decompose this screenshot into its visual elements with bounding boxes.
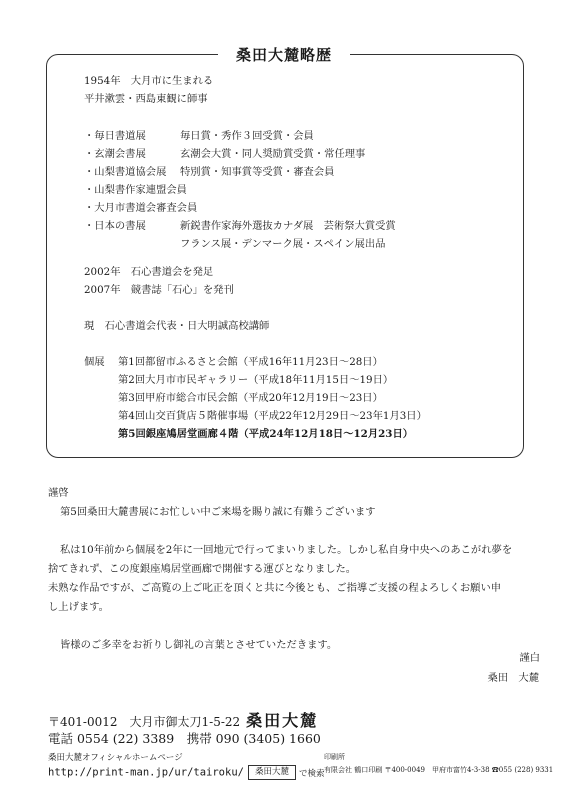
current-position: 現 石心書道会代表・日大明誠高校講師 <box>84 320 270 332</box>
letter-opening: 謹啓 <box>48 487 69 499</box>
award-category: ・毎日書道展 <box>84 130 146 142</box>
artist-name: 桑田大麓 <box>246 711 319 730</box>
letter-paragraph: 捨てきれず、この度銀座鳩居堂画廊で開催する運びとなりました。 <box>48 563 357 575</box>
letter-paragraph: 第5回桑田大麓書展にお忙しい中ご来場を賜り誠に有難うございます <box>60 506 376 518</box>
greeting-letter <box>48 484 548 655</box>
printer-label: 印刷所 <box>324 753 345 761</box>
history-line: 2002年 石心書道会を発足 <box>84 266 214 278</box>
exhibition-item: 第2回大月市市民ギャラリー（平成18年11月15日〜19日） <box>118 374 394 386</box>
exhibitions-label: 個展 <box>84 356 105 368</box>
postal-address <box>48 708 318 731</box>
bio-line: 1954年 大月市に生まれる <box>84 75 214 87</box>
search-text: で検索 <box>298 768 325 779</box>
letter-closing: 謹白 <box>519 652 540 664</box>
bio-line: 平井漱雲・西島東観に師事 <box>84 93 208 105</box>
homepage-url[interactable]: http://print-man.jp/ur/tairoku/ <box>48 766 244 779</box>
exhibitions-list <box>84 353 427 443</box>
award-category: ・山梨書作家連盟会員 <box>84 184 187 196</box>
letter-paragraph: し上げます。 <box>48 601 109 613</box>
award-row <box>84 127 427 145</box>
address-text: 〒401-0012 大月市御太刀1-5-22 <box>48 715 241 729</box>
biography-section <box>84 72 427 443</box>
award-category: ・日本の書展 <box>84 220 146 232</box>
page-title: 桑田大麓略歴 <box>218 44 350 66</box>
award-row <box>84 199 427 217</box>
search-box: 桑田大麓 <box>248 765 296 780</box>
award-row <box>84 217 427 235</box>
exhibition-current: 第5回銀座鳩居堂画廊４階（平成24年12月18日〜12月23日） <box>118 428 414 440</box>
award-detail-extra: フランス展・デンマーク展・スペイン展出品 <box>180 238 386 250</box>
homepage-label: 桑田大麓オフィシャルホームページ <box>48 753 183 763</box>
award-row <box>84 145 427 163</box>
phone-numbers: 電話 0554 (22) 3389 携帯 090 (3405) 1660 <box>48 731 321 746</box>
history-line: 2007年 競書誌「石心」を発刊 <box>84 284 234 296</box>
letter-paragraph: 未熟な作品ですが、ご高覧の上ご叱正を頂くと共に今後とも、ご指導ご支援の程よろしくお願い申 <box>48 582 502 594</box>
award-row <box>84 163 427 181</box>
exhibition-item: 第1回都留市ふるさと会館（平成16年11月23日〜28日） <box>118 356 383 368</box>
award-detail: 毎日賞・秀作３回受賞・会員 <box>180 130 314 142</box>
exhibition-item: 第3回甲府市総合市民会館（平成20年12月19日〜23日） <box>118 392 383 404</box>
homepage-url-line <box>48 765 325 780</box>
letter-paragraph: 私は10年前から個展を2年に一回地元で行ってまいりました。しかし私自身中央へのあこがれ夢を <box>60 544 513 556</box>
printer-info: 有限会社 鶴口印刷 〒400-0049 甲府市富竹4-3-38 ☎055 (228) 9331 <box>324 766 554 774</box>
award-category: ・山梨書道協会展 <box>84 166 167 178</box>
award-category: ・玄潮会書展 <box>84 148 146 160</box>
award-detail: 特別賞・知事賞等受賞・審査会員 <box>180 166 335 178</box>
letter-signature: 桑田 大麓 <box>487 672 539 684</box>
award-detail: 新鋭書作家海外選抜カナダ展 芸術祭大賞受賞 <box>180 220 396 232</box>
award-category: ・大月市書道会審査会員 <box>84 202 198 214</box>
award-row <box>84 181 427 199</box>
letter-paragraph: 皆様のご多幸をお祈りし御礼の言葉とさせていただきます。 <box>60 639 338 651</box>
exhibition-item: 第4回山交百貨店５階催事場（平成22年12月29日〜23年1月3日） <box>118 410 427 422</box>
award-detail: 玄潮会大賞・同人奨励賞受賞・常任理事 <box>180 148 366 160</box>
